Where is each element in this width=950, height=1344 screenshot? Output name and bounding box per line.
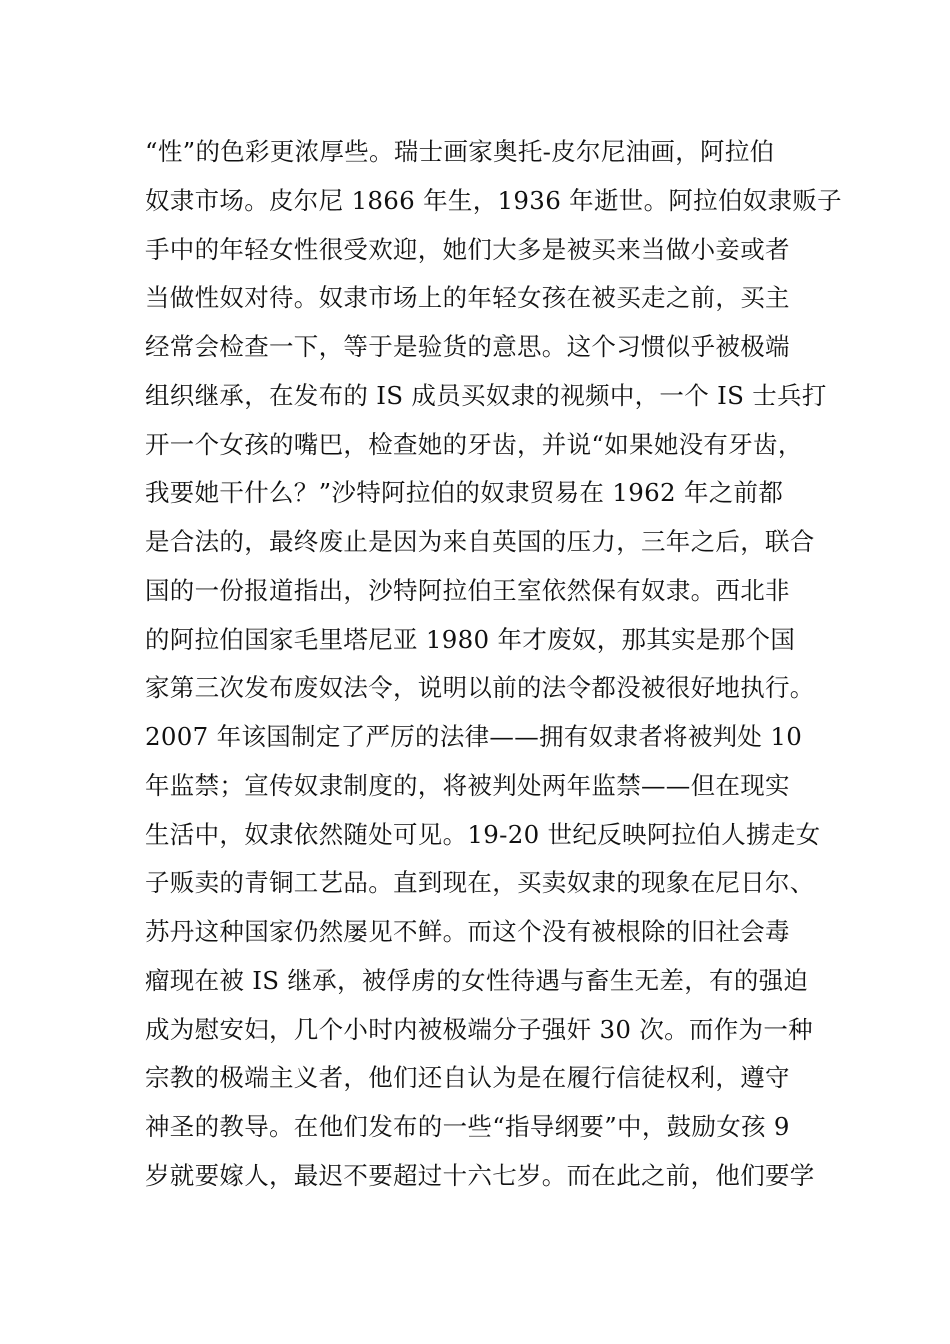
text-line: 奴隶市场。皮尔尼 1866 年生，1936 年逝世。阿拉伯奴隶贩子 bbox=[145, 185, 842, 215]
text-line: 2007 年该国制定了严厉的法律——拥有奴隶者将被判处 10 bbox=[145, 722, 803, 751]
text-line: 组织继承，在发布的 IS 成员买奴隶的视频中，一个 IS 士兵打 bbox=[145, 380, 827, 410]
article-body bbox=[145, 128, 842, 1201]
text-line: 生活中，奴隶依然随处可见。19-20 世纪反映阿拉伯人掳走女 bbox=[145, 819, 821, 849]
text-line: 的阿拉伯国家毛里塔尼亚 1980 年才废奴，那其实是那个国 bbox=[145, 624, 796, 654]
text-line: 开一个女孩的嘴巴，检查她的牙齿，并说“如果她没有牙齿， bbox=[145, 429, 803, 459]
text-line: 手中的年轻女性很受欢迎，她们大多是被买来当做小妾或者 bbox=[145, 234, 790, 264]
text-line: 家第三次发布废奴法令，说明以前的法令都没被很好地执行。 bbox=[145, 673, 815, 703]
text-line: “性”的色彩更浓厚些。瑞士画家奥托-皮尔尼油画，阿拉伯 bbox=[145, 137, 775, 166]
text-line: 宗教的极端主义者，他们还自认为是在履行信徒权利，遵守 bbox=[145, 1063, 790, 1093]
text-line: 神圣的教导。在他们发布的一些“指导纲要”中，鼓励女孩 9 bbox=[145, 1112, 790, 1141]
text-line: 瘤现在被 IS 继承，被俘虏的女性待遇与畜生无差，有的强迫 bbox=[145, 965, 809, 995]
text-line: 是合法的，最终废止是因为来自英国的压力，三年之后，联合 bbox=[145, 527, 815, 556]
text-line: 当做性奴对待。奴隶市场上的年轻女孩在被买走之前，买主 bbox=[145, 283, 790, 313]
text-line: 国的一份报道指出，沙特阿拉伯王室依然保有奴隶。西北非 bbox=[145, 575, 790, 605]
text-line: 子贩卖的青铜工艺品。直到现在，买卖奴隶的现象在尼日尔、 bbox=[145, 868, 815, 898]
text-line: 成为慰安妇，几个小时内被极端分子强奸 30 次。而作为一种 bbox=[145, 1014, 813, 1044]
text-line: 我要她干什么？”沙特阿拉伯的奴隶贸易在 1962 年之前都 bbox=[145, 478, 784, 508]
text-line: 岁就要嫁人，最迟不要超过十六七岁。而在此之前，他们要学 bbox=[145, 1160, 815, 1190]
text-line: 年监禁；宣传奴隶制度的，将被判处两年监禁——但在现实 bbox=[145, 770, 790, 800]
text-line: 经常会检查一下，等于是验货的意思。这个习惯似乎被极端 bbox=[145, 332, 790, 361]
text-line: 苏丹这种国家仍然屡见不鲜。而这个没有被根除的旧社会毒 bbox=[145, 917, 790, 946]
